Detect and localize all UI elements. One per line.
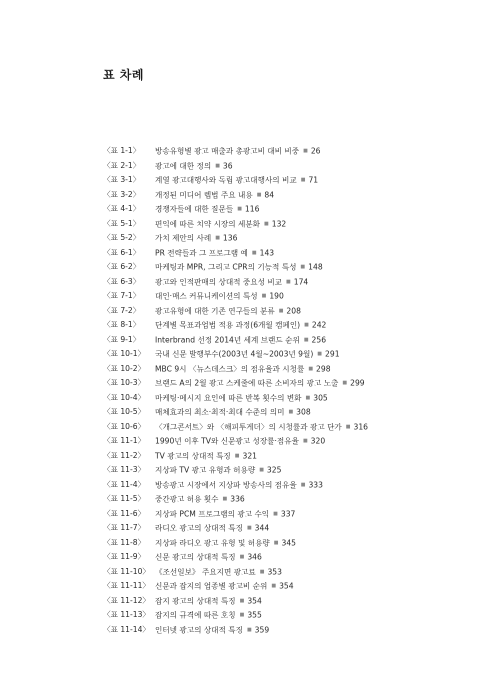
toc-entry	[103, 449, 483, 464]
table-title: 계열 광고대행사와 독립 광고대행사의 비교	[155, 175, 297, 185]
toc-entry	[103, 362, 483, 377]
toc-entry	[103, 333, 483, 348]
square-bullet-icon: ■	[345, 423, 351, 430]
square-bullet-icon: ■	[273, 510, 278, 517]
square-bullet-icon: ■	[303, 336, 309, 343]
table-title: 잡지의 규격에 따른 호칭	[155, 610, 236, 620]
page-number: 132	[271, 218, 287, 228]
table-title: 광고유형에 대한 기존 연구들의 분류	[155, 305, 275, 315]
table-number-label: 〈표 11-11〉	[103, 581, 151, 591]
table-number-label: 〈표 11-2〉	[103, 450, 146, 460]
table-title: 인터넷 광고의 상대적 특징	[155, 624, 243, 634]
table-title: 잡지 광고의 상대적 특징	[155, 595, 236, 605]
table-number-label: 〈표 11-4〉	[103, 479, 146, 489]
page-number: 242	[311, 320, 327, 330]
table-title: PR 전략들과 그 프로그램 예	[155, 247, 248, 257]
table-number-label: 〈표 6-3〉	[103, 276, 141, 286]
table-title: 경쟁자들에 대한 질문들	[155, 204, 234, 214]
toc-entry	[103, 521, 483, 536]
square-bullet-icon: ■	[271, 583, 277, 589]
table-number-label: 〈표 3-1〉	[103, 175, 141, 185]
toc-entry	[103, 275, 483, 290]
table-title: 방송유형별 광고 매출과 총광고비 대비 비중	[155, 146, 300, 156]
square-bullet-icon: ■	[222, 496, 228, 502]
table-title: 지상파 PCM 프로그램의 광고 수익	[155, 508, 270, 518]
square-bullet-icon: ■	[342, 380, 348, 386]
toc-entry	[103, 579, 483, 594]
square-bullet-icon: ■	[215, 162, 220, 169]
table-number-label: 〈표 3-2〉	[103, 189, 141, 199]
table-number-label: 〈표 11-6〉	[103, 508, 146, 518]
table-title: 가치 제안의 사례	[155, 233, 212, 243]
table-number-label: 〈표 10-3〉	[103, 378, 146, 388]
table-title: 국내 신문 발행부수(2003년 4월~2003년 9월)	[155, 349, 314, 359]
square-bullet-icon: ■	[305, 394, 311, 401]
table-title: 중간광고 허용 횟수	[155, 494, 219, 504]
table-title: 광고와 인적판매의 상대적 중요성 비교	[155, 276, 283, 286]
table-title: 마케팅·메시지 요인에 따른 반복 횟수의 변화	[155, 392, 302, 402]
square-bullet-icon: ■	[239, 597, 245, 604]
square-bullet-icon: ■	[259, 467, 264, 473]
toc-entry	[103, 304, 483, 319]
table-number-label: 〈표 10-6〉	[103, 421, 146, 431]
table-number-label: 〈표 11-14〉	[103, 624, 151, 634]
page-number: 355	[247, 610, 262, 620]
table-title: 개정된 미디어 렙법 주요 내용	[155, 189, 253, 199]
square-bullet-icon: ■	[256, 191, 262, 198]
square-bullet-icon: ■	[300, 481, 306, 488]
square-bullet-icon: ■	[300, 264, 306, 270]
toc-entry	[103, 478, 483, 493]
table-number-label: 〈표 11-5〉	[103, 494, 146, 504]
page-number: 333	[308, 479, 323, 489]
table-number-label: 〈표 11-10〉	[103, 566, 151, 576]
toc-entry	[103, 188, 483, 203]
table-title: 매체효과의 최소·최적·최대 수준의 의미	[155, 407, 285, 417]
toc-entry	[103, 144, 483, 159]
page-number: 291	[325, 349, 340, 359]
table-title: TV 광고의 상대적 특징	[155, 450, 231, 460]
page-number: 346	[247, 552, 262, 562]
square-bullet-icon: ■	[300, 177, 306, 183]
square-bullet-icon: ■	[304, 322, 309, 328]
square-bullet-icon: ■	[278, 307, 284, 314]
page-number: 208	[286, 305, 301, 315]
page-number: 354	[279, 581, 294, 591]
toc-entry	[103, 492, 483, 507]
page-number: 298	[316, 363, 331, 373]
table-number-label: 〈표 11-12〉	[103, 595, 151, 605]
page-number: 299	[350, 378, 365, 388]
square-bullet-icon: ■	[286, 278, 291, 285]
page-number: 321	[242, 450, 257, 460]
page-number: 190	[269, 291, 284, 301]
table-title: 〈개그콘서트〉와 〈해피투게더〉의 시청률과 광고 단가	[155, 421, 342, 431]
table-number-label: 〈표 1-1〉	[103, 146, 141, 156]
toc-entry	[103, 623, 483, 638]
square-bullet-icon: ■	[288, 409, 294, 415]
toc-entry	[103, 260, 483, 275]
page-number: 174	[293, 276, 309, 286]
table-number-label: 〈표 7-1〉	[103, 291, 141, 301]
table-number-label: 〈표 5-1〉	[103, 218, 141, 228]
square-bullet-icon: ■	[246, 525, 252, 531]
toc-entry	[103, 391, 483, 406]
toc-entry	[103, 608, 483, 623]
table-title: 광고에 대한 정의	[155, 160, 212, 170]
table-number-label: 〈표 11-7〉	[103, 523, 146, 533]
table-title: 라디오 광고의 상대적 특징	[155, 523, 243, 533]
square-bullet-icon: ■	[261, 293, 267, 299]
page-number: 308	[296, 407, 311, 417]
toc-entry	[103, 347, 483, 362]
page-number: 26	[310, 146, 321, 156]
table-number-label: 〈표 10-2〉	[103, 363, 146, 373]
table-title: Interbrand 선정 2014년 세계 브랜드 순위	[155, 334, 300, 344]
table-title: 브랜드 A의 2월 광고 스케줄에 따른 소비자의 광고 노출	[155, 378, 339, 388]
table-title: 대인·매스 커뮤니케이션의 특성	[155, 291, 258, 301]
page-number: 354	[247, 595, 262, 605]
toc-entry	[103, 420, 483, 435]
table-number-label: 〈표 11-3〉	[103, 465, 146, 475]
table-number-label: 〈표 9-1〉	[103, 334, 141, 344]
page-number: 305	[313, 392, 328, 402]
table-number-label: 〈표 10-1〉	[103, 349, 146, 359]
page-number: 148	[308, 262, 323, 272]
square-bullet-icon: ■	[239, 612, 245, 618]
square-bullet-icon: ■	[234, 452, 240, 459]
table-title: 지상파 라디오 광고 유형 및 허용량	[155, 537, 270, 547]
page-number: 359	[254, 624, 270, 634]
table-number-label: 〈표 8-1〉	[103, 320, 141, 330]
square-bullet-icon: ■	[215, 235, 220, 241]
page-number: 316	[353, 421, 368, 431]
square-bullet-icon: ■	[273, 539, 279, 546]
toc-entry	[103, 434, 483, 449]
page-number: 320	[310, 436, 326, 446]
table-title: 신문과 잡지의 업종별 광고비 순위	[155, 581, 268, 591]
toc-entry	[103, 405, 483, 420]
page-number: 325	[266, 465, 282, 475]
table-title: 지상파 TV 광고 유형과 허용량	[155, 465, 256, 475]
table-title: 마케팅과 MPR, 그리고 CPR의 기능적 특성	[155, 262, 297, 272]
table-title: 편익에 따른 치약 시장의 세분화	[155, 218, 261, 228]
table-number-label: 〈표 10-4〉	[103, 392, 146, 402]
page-number: 353	[267, 566, 282, 576]
table-number-label: 〈표 11-8〉	[103, 537, 146, 547]
toc-entry	[103, 507, 483, 522]
table-number-label: 〈표 11-1〉	[103, 436, 146, 446]
toc-entry	[103, 159, 483, 174]
table-title: 단계별 목표과업법 적용 과정(6개월 캠페인)	[155, 320, 301, 330]
table-number-label: 〈표 11-13〉	[103, 610, 151, 620]
table-title: 《조선일보》 주요지면 광고료	[155, 566, 256, 576]
page-number: 336	[230, 494, 245, 504]
table-number-label: 〈표 7-2〉	[103, 305, 141, 315]
square-bullet-icon: ■	[264, 220, 269, 227]
page-number: 337	[280, 508, 296, 518]
square-bullet-icon: ■	[259, 568, 265, 575]
table-title: 방송광고 시장에서 지상파 방송사의 점유율	[155, 479, 297, 489]
square-bullet-icon: ■	[246, 626, 252, 633]
square-bullet-icon: ■	[239, 554, 245, 560]
page-number: 344	[254, 523, 270, 533]
square-bullet-icon: ■	[317, 351, 323, 357]
page-number: 116	[244, 204, 260, 214]
toc-entry	[103, 550, 483, 565]
toc-entry	[103, 536, 483, 551]
page-title: 표 차례	[103, 68, 144, 82]
toc-entry	[103, 217, 483, 232]
toc-entry	[103, 289, 483, 304]
toc-entry	[103, 463, 483, 478]
table-title: MBC 9시 〈뉴스데스크〉의 점유율과 시청률	[155, 363, 305, 373]
table-number-label: 〈표 2-1〉	[103, 160, 141, 170]
page-number: 256	[311, 334, 327, 344]
square-bullet-icon: ■	[302, 438, 308, 444]
page-number: 84	[264, 189, 275, 199]
table-number-label: 〈표 5-2〉	[103, 233, 141, 243]
toc-entry	[103, 202, 483, 217]
toc-entry	[103, 231, 483, 246]
toc-entry	[103, 318, 483, 333]
page-number: 345	[281, 537, 296, 547]
page-number: 143	[259, 247, 275, 257]
page-number: 36	[222, 160, 233, 170]
table-title: 신문 광고의 상대적 특징	[155, 552, 236, 562]
table-number-label: 〈표 11-9〉	[103, 552, 146, 562]
square-bullet-icon: ■	[251, 249, 257, 256]
page-number: 71	[308, 175, 319, 185]
toc-entry	[103, 565, 483, 580]
table-list	[103, 144, 483, 637]
table-number-label: 〈표 10-5〉	[103, 407, 146, 417]
table-title: 1990년 이후 TV와 신문광고 성장률·점유율	[155, 436, 299, 446]
toc-entry	[103, 594, 483, 609]
square-bullet-icon: ■	[308, 365, 314, 372]
table-number-label: 〈표 6-1〉	[103, 247, 141, 257]
toc-entry	[103, 173, 483, 188]
page-number: 136	[222, 233, 238, 243]
toc-entry	[103, 246, 483, 261]
toc-entry	[103, 376, 483, 391]
table-number-label: 〈표 4-1〉	[103, 204, 141, 214]
square-bullet-icon: ■	[237, 206, 242, 212]
square-bullet-icon: ■	[303, 148, 308, 154]
table-number-label: 〈표 6-2〉	[103, 262, 141, 272]
